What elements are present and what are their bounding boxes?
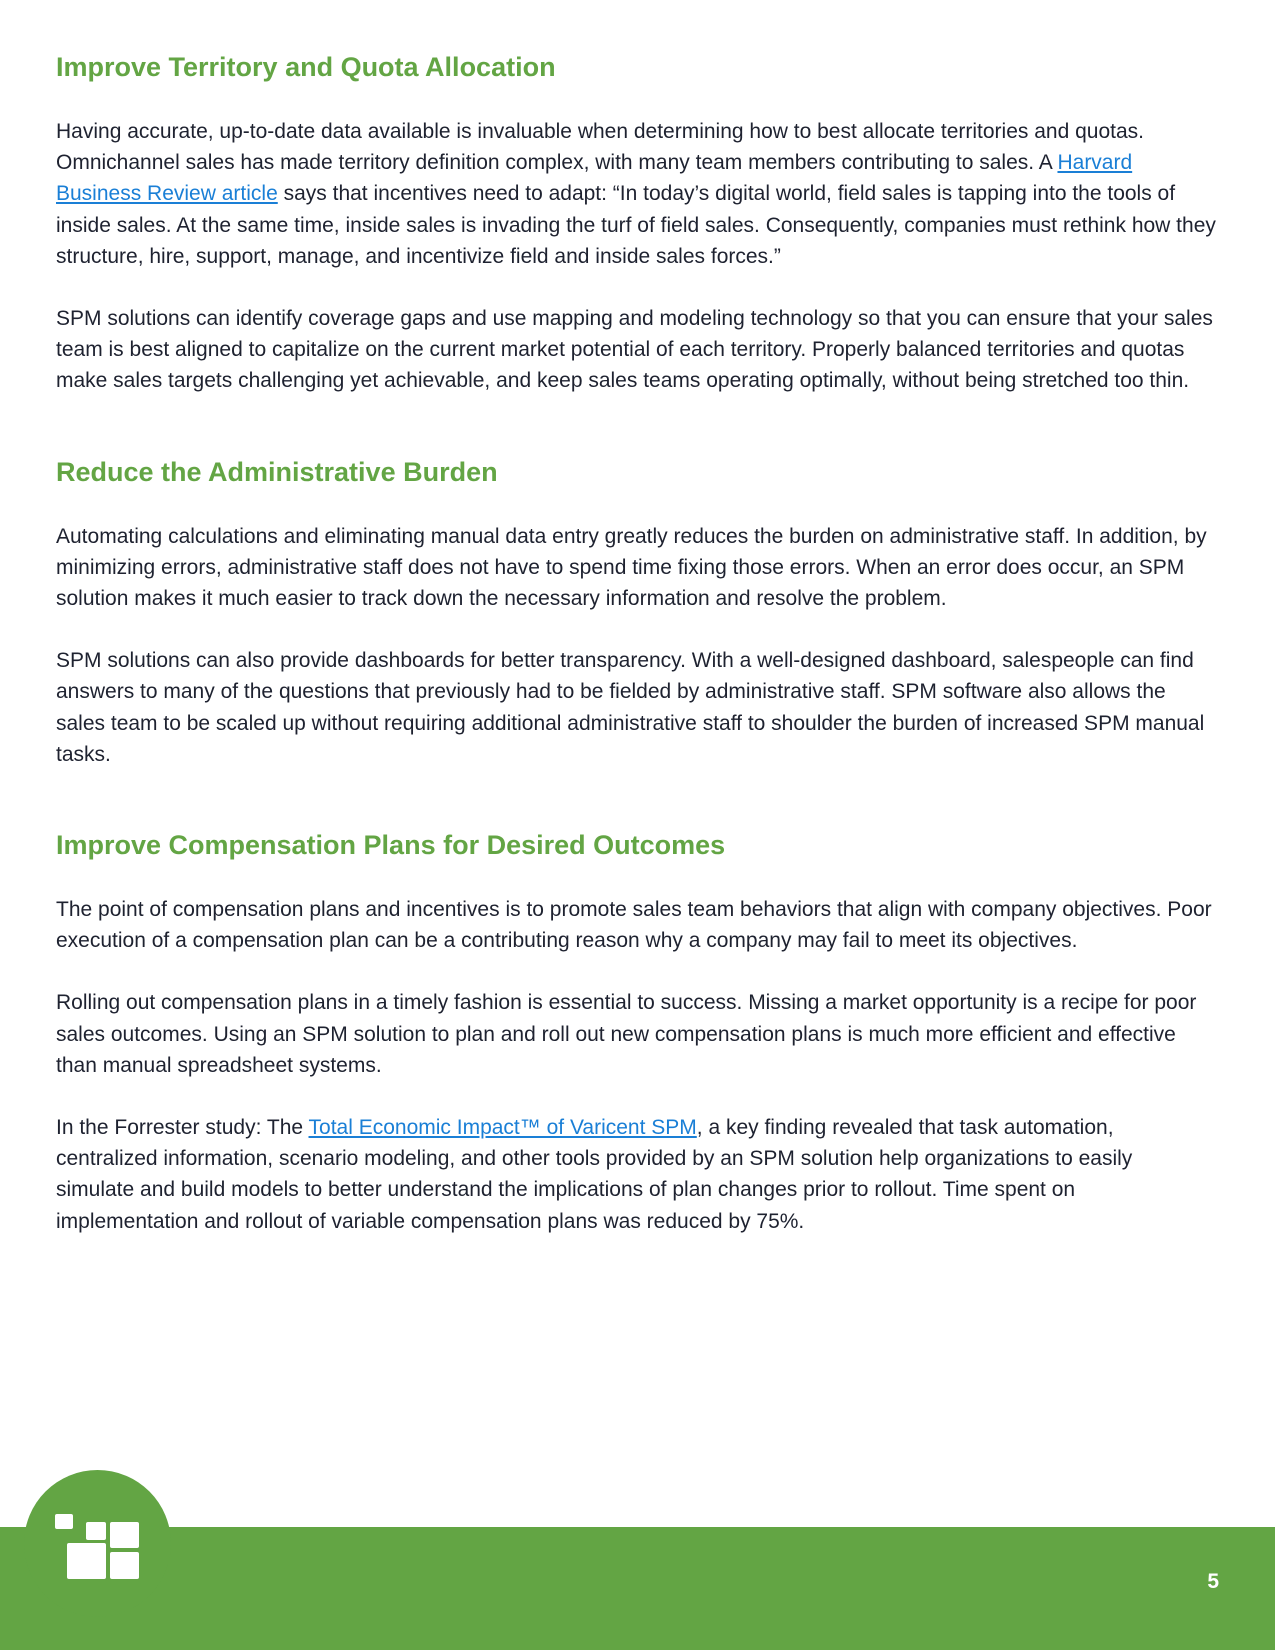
section-heading: Improve Territory and Quota Allocation [56,52,556,82]
paragraph-text: , a key finding revealed that task automation, centralized information, scenario modeling, and other tools provided by an SPM solution help organizations to easily simulate and build models to better understand the implications of plan changes prior to rollout. Time spent on implementation and rollout of variable compensation plans was reduced by 75%. [56,1116,1133,1233]
harvard-business-review-link[interactable]: Harvard Business Review article [56,151,1133,206]
varicent-squares-logo-icon [55,1514,139,1580]
forrester-study-link[interactable]: Total Economic Impact™ of Varicent SPM [308,1116,697,1140]
footer-bar [0,1527,1275,1650]
paragraph-text: In the Forrester study: The [56,1116,309,1140]
paragraph: Automating calculations and eliminating manual data entry greatly reduces the burden on administrative staff. In addition, by minimizing errors, administrative staff does not have to spend time fixing those errors. When an error does occur, an SPM solution makes it much easier to track down the necessary information and resolve the problem. [56,524,1207,611]
paragraph-text: says that incentives need to adapt: “In today’s digital world, field sales is tapping into the tools of inside sales. At the same time, inside sales is invading the turf of field sales. Consequently, companies must rethink how they structure, hire, support, manage, and incentivize field and inside sales forces.” [56,182,1216,268]
paragraph-text: Having accurate, up-to-date data available is invaluable when determining how to best allocate territories and quotas. Omnichannel sales has made territory definition complex, with many team members contributing to sales. A [56,120,1144,175]
paragraph [56,116,1216,272]
section-compensation-plans [56,826,1216,1237]
document-body [56,40,1216,1237]
section-heading: Reduce the Administrative Burden [56,456,498,487]
section-heading: Improve Compensation Plans for Desired Outcomes [56,830,726,861]
page-number: 5 [1207,1570,1219,1593]
paragraph [56,1112,1216,1237]
section-territory-quota [56,48,1216,397]
paragraph: SPM solutions can also provide dashboards for better transparency. With a well-designed dashboard, salespeople can find answers to many of the questions that previously had to be fielded by administrative staff. SPM software also allows the sales team to be scaled up without requiring additional administrative staff to shoulder the burden of increased SPM manual tasks. [56,649,1205,766]
section-administrative-burden [56,453,1216,770]
paragraph: Rolling out compensation plans in a timely fashion is essential to success. Missing a market opportunity is a recipe for poor sales outcomes. Using an SPM solution to plan and roll out new compensation plans is much more efficient and effective than manual spreadsheet systems. [56,991,1197,1077]
paragraph: The point of compensation plans and incentives is to promote sales team behaviors that align with company objectives. Poor execution of a compensation plan can be a contributing reason why a company may fail to meet its objectives. [56,898,1212,953]
paragraph: SPM solutions can identify coverage gaps and use mapping and modeling technology so that you can ensure that your sales team is best aligned to capitalize on the current market potential of each territory. Properly balanced territories and quotas make sales targets challenging yet achievable, and keep sales teams operating optimally, without being stretched too thin. [56,307,1213,393]
